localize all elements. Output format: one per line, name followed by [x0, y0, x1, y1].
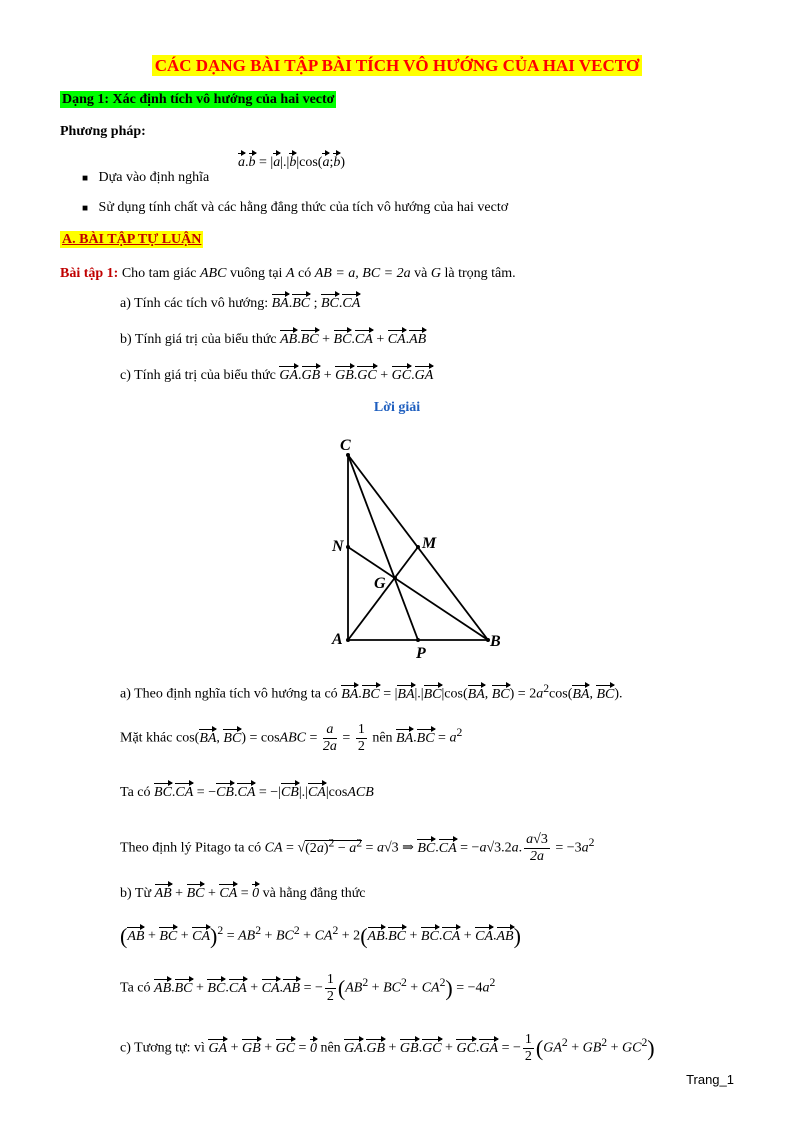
- point-p: [416, 638, 420, 642]
- point-g: [393, 576, 397, 580]
- label-c: C: [340, 437, 351, 454]
- label-g: G: [374, 575, 386, 592]
- median-bn: [348, 547, 488, 640]
- part-a-heading: A. BÀI TẬP TỰ LUẬN: [62, 232, 202, 247]
- triangle-figure: [320, 430, 520, 660]
- section-heading: Dạng 1: Xác định tích vô hướng của hai vectơ: [62, 92, 335, 107]
- label-b: B: [490, 633, 501, 650]
- bullet-1: ■ Dựa vào định nghĩa: [82, 170, 210, 185]
- solution-a-line-1: a) Theo định nghĩa tích vô hướng ta có BA.BC = |BA|.|BC|cos(BA, $BC) = 2a^2\cos(BA$, BC).: [120, 682, 623, 702]
- solution-a-line-2: Mặt khác cos(BA, BC) = cosABC = $\frac{a}{2a}$ = $\frac{1}{2}$ nên $BA.BC = a^2$: [120, 722, 463, 754]
- solution-a-line-3: Ta có BC.CA = −CB.CA = −|CB|.|CA|cosACB: [120, 785, 374, 800]
- method-label: Phương pháp:: [60, 124, 146, 139]
- point-n: [346, 545, 350, 549]
- solution-a-line-4: Theo định lý Pitago ta có CA = $√(2a)^2 - a^2 = a√3$ ⇒ BC.CA = −a√3.2a. $\frac{a√3}{2a}$ = $-3a^2$: [120, 832, 595, 864]
- label-n: N: [332, 538, 344, 555]
- page-title: CÁC DẠNG BÀI TẬP BÀI TÍCH VÔ HƯỚNG CỦA HAI VECTƠ: [0, 56, 794, 76]
- solution-c-line-1: c) Tương tự: vì GA + GB + GC = 0 nên GA.GB + GB.GC + GC.GA = − $\frac{1}{2}$ $(GA^2 + GB^2 + GC^2)$: [120, 1032, 655, 1064]
- solution-b-identity: (AB + BC + $CA)^2 = AB^2 + BC^2 + CA^2 + 2(AB.BC + BC.CA + CA.AB)$: [120, 923, 521, 949]
- square-bullet-icon: ■: [82, 203, 89, 214]
- point-m: [416, 545, 420, 549]
- solution-label: Lời giải: [373, 400, 421, 415]
- page-number: Trang_1: [686, 1072, 734, 1087]
- question-b: b) Tính giá trị của biểu thức AB.BC + BC.CA + CA.AB: [120, 332, 427, 347]
- square-bullet-icon: ■: [82, 173, 89, 184]
- question-c: c) Tính giá trị của biểu thức GA.GB + GB.GC + GC.GA: [120, 368, 434, 383]
- bullet-2: ■ Sử dụng tính chất và các hằng đẳng thức của tích vô hướng của hai vectơ: [82, 200, 509, 215]
- point-a: [346, 638, 350, 642]
- median-am: [348, 547, 418, 640]
- label-p: P: [416, 645, 426, 660]
- solution-b-line-1: b) Từ AB + BC + CA = 0 và hằng đẳng thức: [120, 886, 366, 901]
- question-a: a) Tính các tích vô hướng: BA.BC ; BC.CA: [120, 296, 361, 311]
- median-cp: [348, 455, 418, 640]
- solution-b-line-3: Ta có AB.BC + BC.CA + CA.AB = − $\frac{1}{2}$ $(AB^2 + BC^2 + CA^2) = -4a^2$: [120, 972, 496, 1004]
- label-m: M: [422, 535, 437, 552]
- label-a: A: [332, 631, 343, 648]
- definition-formula: a.b = |a|.|b|cos(a;b): [238, 155, 346, 170]
- exercise-1-statement: Bài tập 1: Cho tam giác ABC vuông tại A có AB = a, BC = 2a và G là trọng tâm.: [60, 266, 516, 281]
